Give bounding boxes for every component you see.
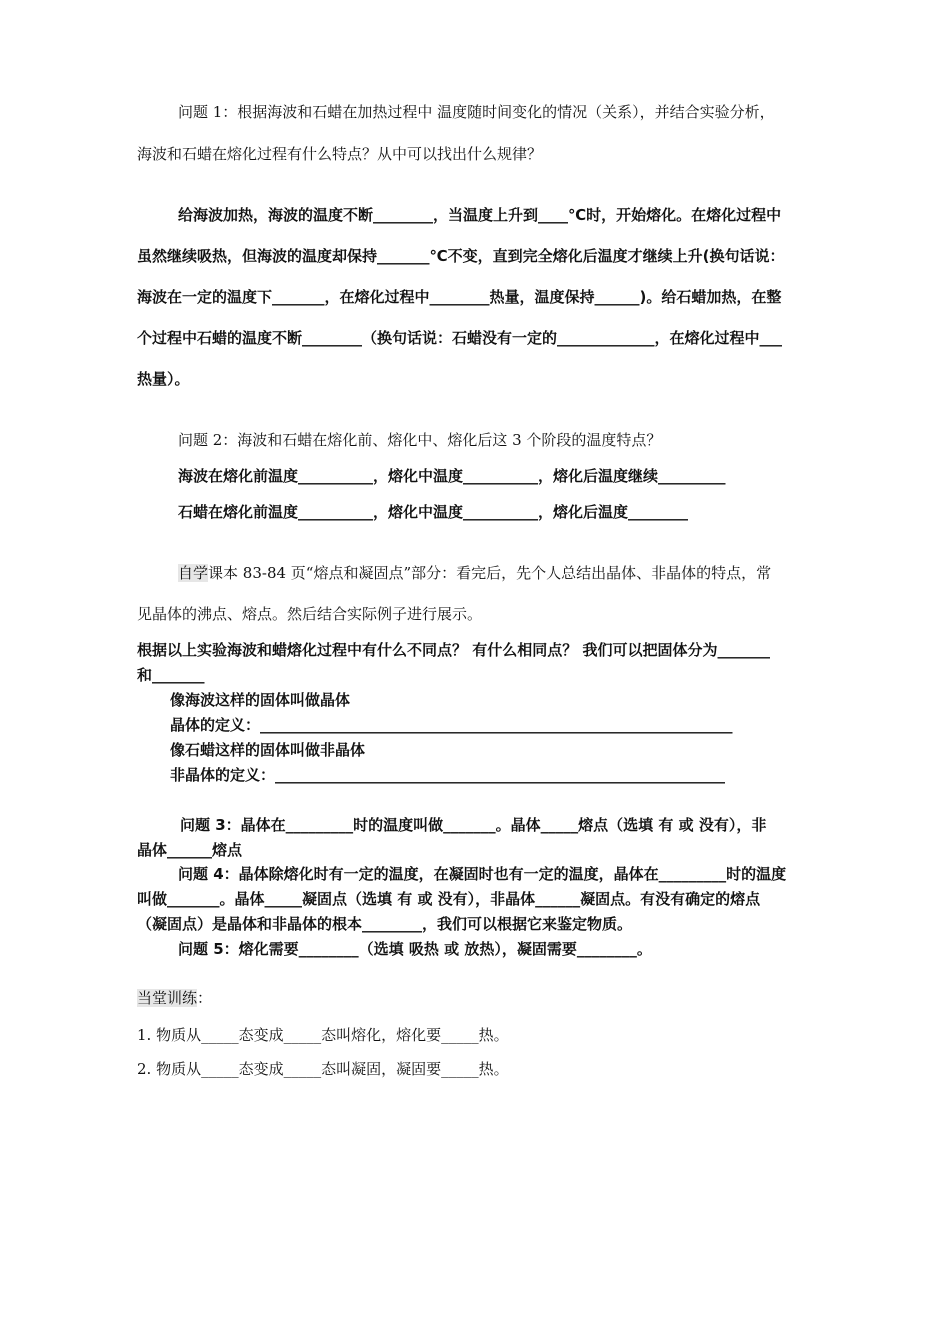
selfstudy-text: 课本 83-84 页“熔点和凝固点”部分：看完后，先个人总结出晶体、非晶体的特点，常 [208,564,772,582]
q2-line2: 海波在熔化前温度__________，熔化中温度__________，熔化后温度继续_________ [178,467,726,485]
q1-line2: 海波和石蜡在熔化过程有什么特点？从中可以找出什么规律？ [137,145,543,163]
selfstudy-line1 [178,563,771,583]
compare-line1: 根据以上实验海波和蜡熔化过程中有什么不同点？ 有什么相同点？ 我们可以把固体分为_______ [137,641,770,659]
q2-line1: 问题 2：海波和石蜡在熔化前、熔化中、熔化后这 3 个阶段的温度特点？ [178,431,662,449]
fill1-line4: 个过程中石蜡的温度不断________（换句话说：石蜡没有一定的_____________，在熔化过程中___ [137,329,783,347]
practice-title-text: 当堂训练 [137,989,198,1007]
noncrystal-heading: 像石蜡这样的固体叫做非晶体 [170,741,366,759]
q4-line2: 叫做_______。晶体_____凝固点（选填 有 或 没有），非晶体______凝固点。有没有确定的熔点 [137,890,761,908]
practice-title [137,988,212,1008]
practice-item-2: 2. 物质从_____态变成_____态叫凝固，凝固要_____热。 [137,1060,509,1078]
q3-line2: 晶体______熔点 [137,841,243,859]
noncrystal-definition: 非晶体的定义：____________________________________________________________ [170,766,726,784]
q3-line1: 问题 3：晶体在_________时的温度叫做_______。晶体_____熔点（选填 有 或 没有），非 [180,816,767,834]
q2-line3: 石蜡在熔化前温度__________，熔化中温度__________，熔化后温度________ [178,503,689,521]
q1-line1: 问题 1：根据海波和石蜡在加热过程中 温度随时间变化的情况（关系），并结合实验分析， [178,103,775,121]
selfstudy-tag: 自学 [178,564,209,582]
fill1-line3: 海波在一定的温度下_______，在熔化过程中________热量，温度保持______)。给石蜡加热，在整 [137,288,782,306]
practice-item-1: 1. 物质从_____态变成_____态叫熔化，熔化要_____热。 [137,1026,509,1044]
q5-line1: 问题 5：熔化需要________（选填 吸热 或 放热），凝固需要________。 [178,940,652,958]
fill1-line1: 给海波加热，海波的温度不断________，当温度上升到____℃时，开始熔化。在熔化过程中 [178,206,782,224]
practice-title-colon: ： [197,989,213,1007]
q4-line1: 问题 4：晶体除熔化时有一定的温度，在凝固时也有一定的温度，晶体在_________时的温度 [178,865,787,883]
crystal-heading: 像海波这样的固体叫做晶体 [170,691,351,709]
compare-line2: 和_______ [137,666,205,684]
selfstudy-line2: 见晶体的沸点、熔点。然后结合实际例子进行展示。 [137,605,483,623]
q4-line3: （凝固点）是晶体和非晶体的根本________，我们可以根据它来鉴定物质。 [137,915,633,933]
crystal-definition: 晶体的定义：_______________________________________________________________ [170,716,733,734]
fill1-line5: 热量）。 [137,370,190,388]
fill1-line2: 虽然继续吸热，但海波的温度却保持_______℃不变，直到完全熔化后温度才继续上升(换句话说： [137,247,785,265]
